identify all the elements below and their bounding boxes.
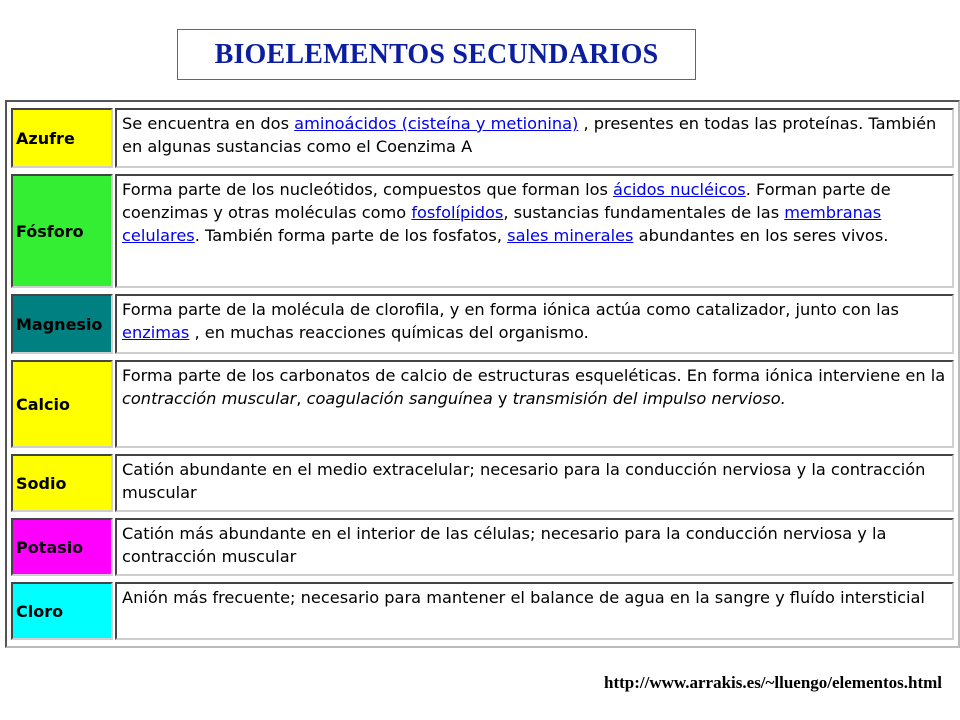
bioelements-table <box>5 100 960 648</box>
slide-title: BIOELEMENTOS SECUNDARIOS <box>177 29 696 80</box>
term-contraccion-muscular: contracción muscular <box>122 389 297 408</box>
table-row-calcio <box>7 360 958 448</box>
element-description-magnesio <box>115 294 954 354</box>
table-row-cloro <box>7 582 958 640</box>
table-row-potasio <box>7 518 958 576</box>
element-label-cloro: Cloro <box>11 582 113 640</box>
link-acidos-nucleicos[interactable]: ácidos nucléicos <box>613 180 746 199</box>
element-description-potasio <box>115 518 954 576</box>
description-text: . También forma parte de los fosfatos, <box>194 226 508 245</box>
description-text: Anión más frecuente; necesario para mantener el balance de agua en la sangre y fluído intersticial <box>122 588 925 607</box>
link-membranas-celulares[interactable]: membranas celulares <box>122 203 882 245</box>
term-transmision-impulso: transmisión del impulso nervioso. <box>512 389 786 408</box>
description-text: , presentes en todas las proteínas. También en algunas sustancias como el Coenzima A <box>122 114 937 156</box>
term-coagulacion-sanguinea: coagulación sanguínea <box>306 389 493 408</box>
link-aminoacidos[interactable]: aminoácidos (cisteína y metionina) <box>294 114 579 133</box>
link-enzimas[interactable]: enzimas <box>122 323 190 342</box>
description-text: , en muchas reacciones químicas del organismo. <box>189 323 589 342</box>
element-label-magnesio: Magnesio <box>11 294 113 354</box>
description-text: Forma parte de los carbonatos de calcio de estructuras esqueléticas. En forma iónica interviene en la <box>122 366 946 385</box>
description-text: abundantes en los seres vivos. <box>633 226 889 245</box>
element-label-potasio: Potasio <box>11 518 113 576</box>
description-text: Catión abundante en el medio extracelular; necesario para la conducción nerviosa y la contracción muscular <box>122 460 926 502</box>
description-text: Forma parte de los nucleótidos, compuestos que forman los <box>122 180 614 199</box>
description-text: . Forman parte de coenzimas y otras moléculas como <box>122 180 891 222</box>
description-text: Se encuentra en dos <box>122 114 295 133</box>
description-text: , sustancias fundamentales de las <box>503 203 785 222</box>
description-text: y <box>492 389 513 408</box>
table-row-azufre <box>7 108 958 168</box>
element-label-calcio: Calcio <box>11 360 113 448</box>
link-sales-minerales[interactable]: sales minerales <box>507 226 634 245</box>
element-description-calcio <box>115 360 954 448</box>
element-description-sodio <box>115 454 954 512</box>
element-label-fosforo: Fósforo <box>11 174 113 288</box>
element-description-azufre <box>115 108 954 168</box>
table-row-sodio <box>7 454 958 512</box>
element-description-fosforo <box>115 174 954 288</box>
link-fosfolipidos[interactable]: fosfolípidos <box>411 203 504 222</box>
element-description-cloro <box>115 582 954 640</box>
element-label-sodio: Sodio <box>11 454 113 512</box>
description-text: Forma parte de la molécula de clorofila, y en forma iónica actúa como catalizador, junto con las <box>122 300 899 319</box>
description-text: , <box>296 389 307 408</box>
table-row-fosforo <box>7 174 958 288</box>
element-label-azufre: Azufre <box>11 108 113 168</box>
source-url[interactable]: http://www.arrakis.es/~lluengo/elementos.html <box>604 673 942 692</box>
description-text: Catión más abundante en el interior de las células; necesario para la conducción nerviosa y la contracción muscular <box>122 524 887 566</box>
table-row-magnesio <box>7 294 958 354</box>
